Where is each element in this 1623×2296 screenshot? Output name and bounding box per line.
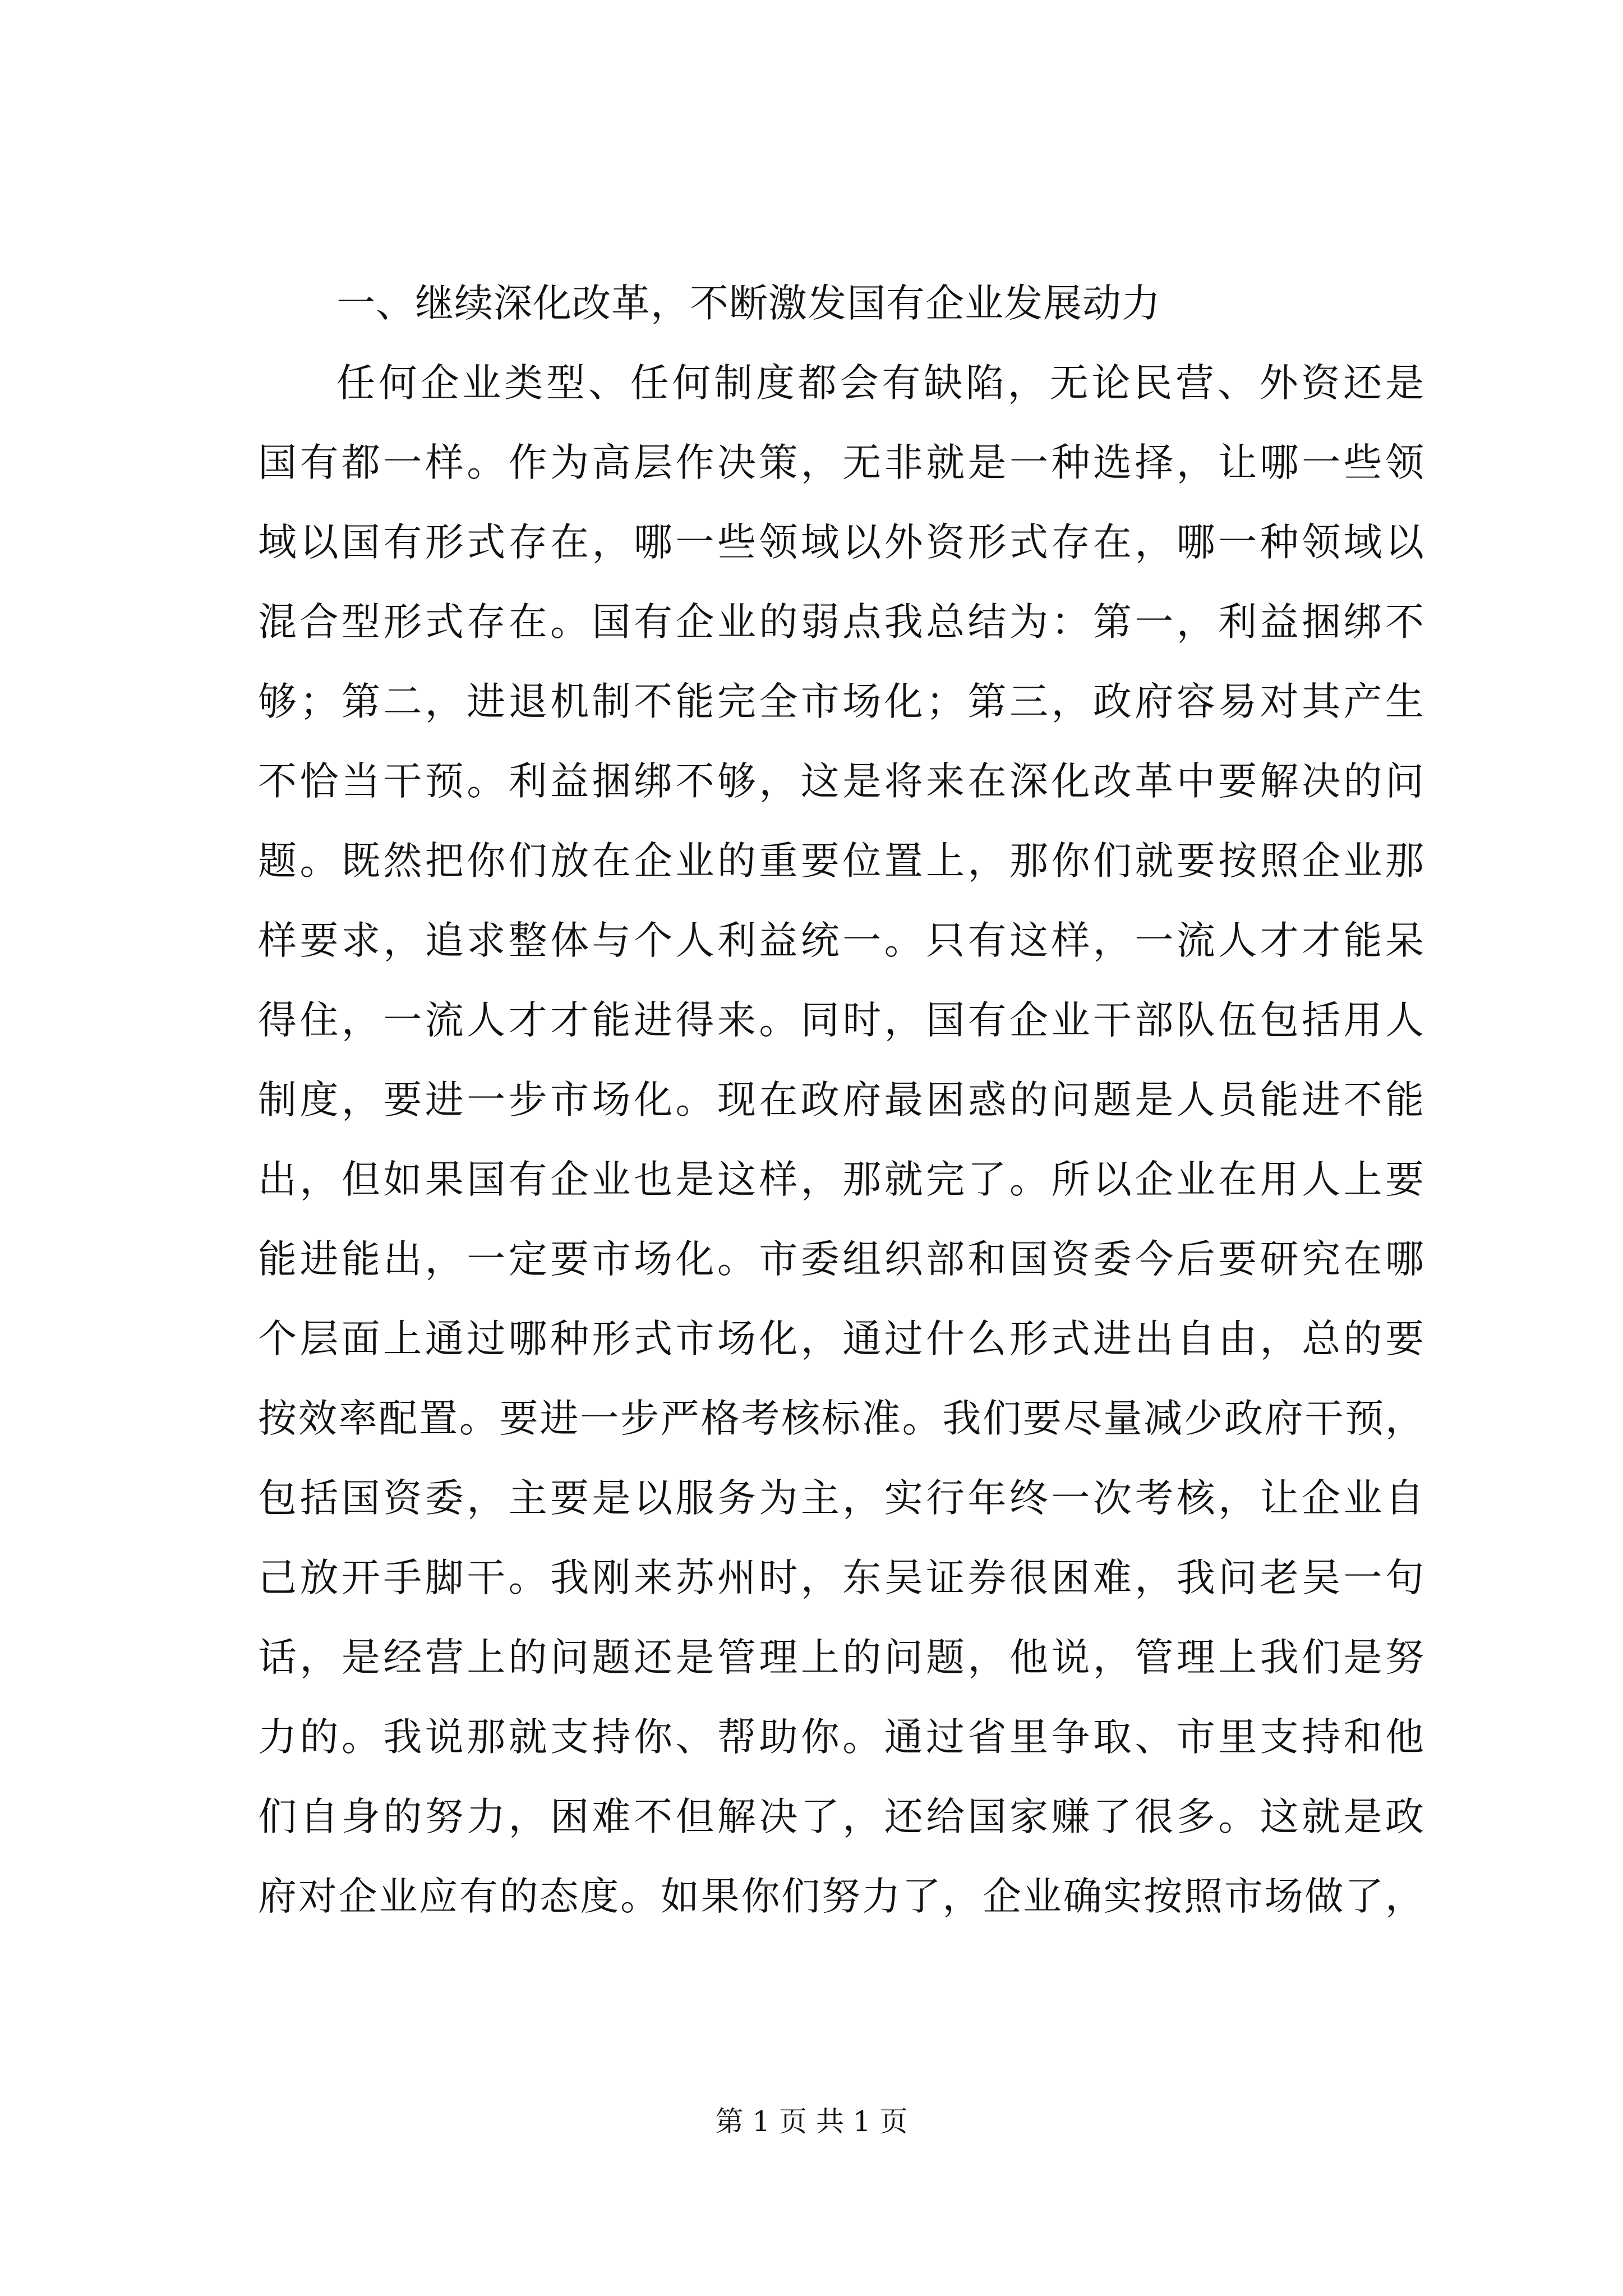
- paragraph-line: 能进能出，一定要市场化。市委组织部和国资委今后要研究在哪: [258, 1237, 1424, 1282]
- paragraph-line: 们自身的努力，困难不但解决了，还给国家赚了很多。这就是政: [258, 1795, 1424, 1839]
- section-heading: 一、继续深化改革，不断激发国有企业发展动力: [336, 281, 1161, 326]
- paragraph-line: 域以国有形式存在，哪一些领域以外资形式存在，哪一种领域以: [258, 520, 1424, 565]
- paragraph-line: 制度，要进一步市场化。现在政府最困惑的问题是人员能进不能: [258, 1078, 1424, 1122]
- paragraph-line: 府对企业应有的态度。如果你们努力了，企业确实按照市场做了，: [258, 1874, 1424, 1919]
- paragraph-line: 够；第二，进退机制不能完全市场化；第三，政府容易对其产生: [258, 679, 1424, 724]
- paragraph-line: 题。既然把你们放在企业的重要位置上，那你们就要按照企业那: [258, 839, 1424, 884]
- paragraph-line: 不恰当干预。利益捆绑不够，这是将来在深化改革中要解决的问: [258, 759, 1424, 804]
- paragraph-line: 混合型形式存在。国有企业的弱点我总结为：第一，利益捆绑不: [258, 600, 1424, 645]
- paragraph-line: 包括国资委，主要是以服务为主，实行年终一次考核，让企业自: [258, 1476, 1424, 1521]
- paragraph-line: 出，但如果国有企业也是这样，那就完了。所以企业在用人上要: [258, 1157, 1424, 1202]
- paragraph-line: 国有都一样。作为高层作决策，无非就是一种选择，让哪一些领: [258, 440, 1424, 485]
- page-footer: [0, 2105, 1623, 2138]
- page-number-label: 第 1 页 共 1 页: [715, 2105, 908, 2138]
- paragraph-line: 己放开手脚干。我刚来苏州时，东吴证券很困难，我问老吴一句: [258, 1556, 1424, 1600]
- paragraph-line: 话，是经营上的问题还是管理上的问题，他说，管理上我们是努: [258, 1635, 1424, 1680]
- paragraph-line: 个层面上通过哪种形式市场化，通过什么形式进出自由，总的要: [258, 1317, 1424, 1361]
- paragraph-line: 按效率配置。要进一步严格考核标准。我们要尽量减少政府干预，: [258, 1396, 1424, 1441]
- document-body: [258, 264, 1424, 1936]
- paragraph-line: 任何企业类型、任何制度都会有缺陷，无论民营、外资还是: [336, 361, 1424, 406]
- paragraph-line: 样要求，追求整体与个人利益统一。只有这样，一流人才才能呆: [258, 918, 1424, 963]
- paragraph-line: 得住，一流人才才能进得来。同时，国有企业干部队伍包括用人: [258, 998, 1424, 1043]
- paragraph-line: 力的。我说那就支持你、帮助你。通过省里争取、市里支持和他: [258, 1715, 1424, 1760]
